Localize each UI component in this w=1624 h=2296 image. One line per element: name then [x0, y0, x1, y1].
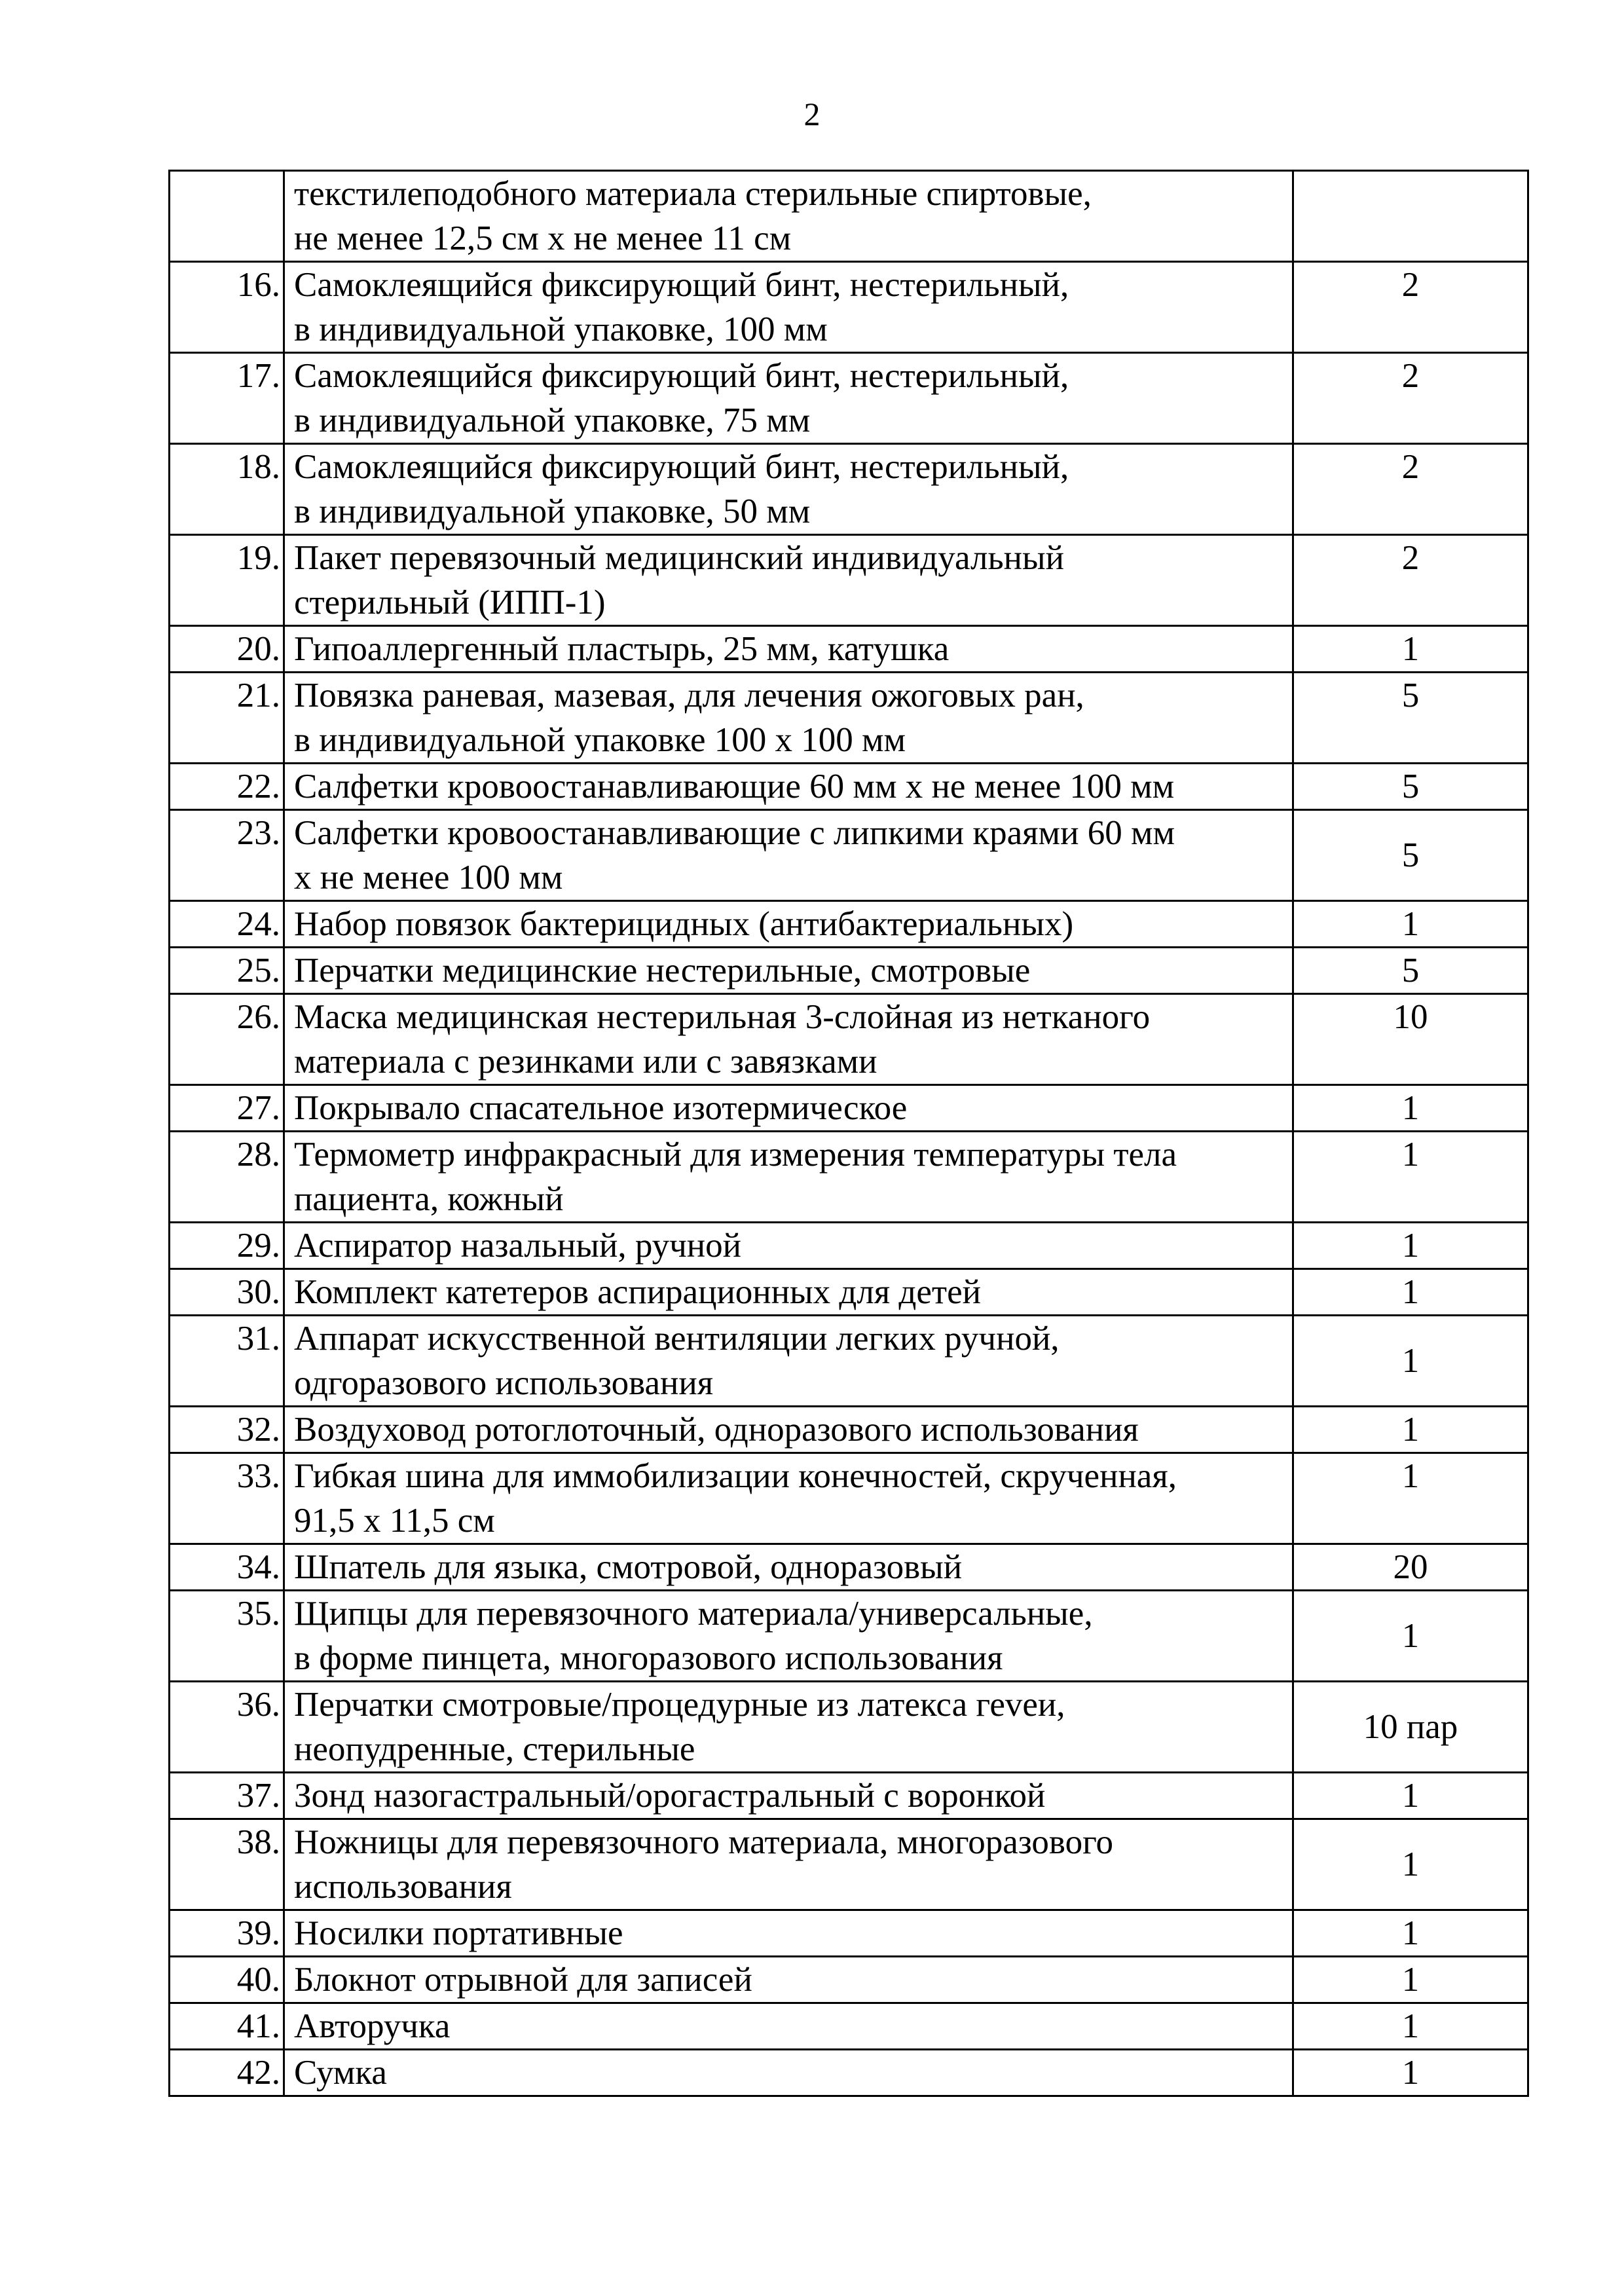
item-name	[284, 673, 1293, 764]
item-quantity: 1	[1293, 1223, 1528, 1269]
row-number: 22.	[170, 764, 284, 810]
item-name	[284, 626, 1293, 673]
item-quantity: 5	[1293, 810, 1528, 901]
item-name-line: не менее 12,5 см х не менее 11 см	[294, 219, 792, 257]
item-name	[284, 535, 1293, 626]
item-name-line: Зонд назогастральный/орогастральный с воронкой	[294, 1777, 1046, 1815]
row-number: 39.	[170, 1910, 284, 1957]
item-quantity: 1	[1293, 1132, 1528, 1223]
row-number: 21.	[170, 673, 284, 764]
item-name	[284, 1085, 1293, 1132]
item-name-line: в форме пинцета, многоразового использования	[294, 1639, 1003, 1677]
items-table-body	[170, 171, 1528, 2096]
item-name	[284, 1453, 1293, 1544]
row-number: 18.	[170, 444, 284, 535]
item-name-line: использования	[294, 1868, 512, 1906]
item-name-line: Аспиратор назальный, ручной	[294, 1227, 742, 1265]
item-name-line: пациента, кожный	[294, 1180, 564, 1218]
item-name	[284, 1957, 1293, 2003]
item-name-line: Маска медицинская нестерильная 3-слойная из нетканого	[294, 998, 1151, 1036]
item-name	[284, 810, 1293, 901]
item-name	[284, 1544, 1293, 1591]
item-name-line: Салфетки кровоостанавливающие с липкими краями 60 мм	[294, 814, 1175, 852]
item-name-line: Шпатель для языка, смотровой, одноразовый	[294, 1548, 963, 1586]
item-name-line: Повязка раневая, мазевая, для лечения ожоговых ран,	[294, 676, 1084, 714]
item-name	[284, 1269, 1293, 1316]
table-row	[170, 1316, 1528, 1407]
item-name-line: Набор повязок бактерицидных (антибактериальных)	[294, 905, 1074, 943]
item-name-line: Комплект катетеров аспирационных для детей	[294, 1273, 981, 1311]
item-name	[284, 2003, 1293, 2050]
table-row	[170, 1223, 1528, 1269]
item-name-line: Термометр инфракрасный для измерения температуры тела	[294, 1136, 1177, 1174]
item-name-line: Носилки портативные	[294, 1914, 623, 1952]
table-row	[170, 1407, 1528, 1453]
item-quantity: 1	[1293, 1407, 1528, 1453]
item-quantity: 1	[1293, 1957, 1528, 2003]
row-number: 23.	[170, 810, 284, 901]
item-quantity: 1	[1293, 901, 1528, 948]
item-name	[284, 1132, 1293, 1223]
item-name	[284, 764, 1293, 810]
table-row	[170, 1453, 1528, 1544]
table-row	[170, 353, 1528, 444]
row-number: 33.	[170, 1453, 284, 1544]
item-quantity: 2	[1293, 262, 1528, 353]
table-row	[170, 1910, 1528, 1957]
row-number: 42.	[170, 2050, 284, 2096]
row-number: 17.	[170, 353, 284, 444]
item-quantity	[1293, 171, 1528, 262]
item-name	[284, 1591, 1293, 1682]
row-number: 34.	[170, 1544, 284, 1591]
item-quantity: 1	[1293, 1085, 1528, 1132]
table-row	[170, 1682, 1528, 1773]
item-name-line: х не менее 100 мм	[294, 859, 563, 897]
row-number: 24.	[170, 901, 284, 948]
item-quantity: 1	[1293, 1591, 1528, 1682]
item-name-line: в индивидуальной упаковке, 100 мм	[294, 310, 828, 348]
item-name-line: Аппарат искусственной вентиляции легких ручной,	[294, 1320, 1060, 1358]
item-quantity: 1	[1293, 626, 1528, 673]
item-quantity: 1	[1293, 1269, 1528, 1316]
item-quantity: 10 пар	[1293, 1682, 1528, 1773]
item-name-line: Гипоаллергенный пластырь, 25 мм, катушка	[294, 630, 950, 668]
item-name-line: текстилеподобного материала стерильные спиртовые,	[294, 175, 1092, 213]
item-name	[284, 1910, 1293, 1957]
row-number: 38.	[170, 1819, 284, 1910]
row-number: 26.	[170, 994, 284, 1085]
item-name-line: Салфетки кровоостанавливающие 60 мм х не менее 100 мм	[294, 768, 1175, 805]
row-number: 41.	[170, 2003, 284, 2050]
item-name-line: 91,5 х 11,5 см	[294, 1502, 495, 1540]
row-number: 36.	[170, 1682, 284, 1773]
item-name-line: Щипцы для перевязочного материала/универсальные,	[294, 1595, 1093, 1633]
item-quantity: 1	[1293, 1910, 1528, 1957]
item-quantity: 2	[1293, 444, 1528, 535]
item-name-line: Пакет перевязочный медицинский индивидуальный	[294, 539, 1064, 577]
item-name-line: Покрывало спасательное изотермическое	[294, 1089, 908, 1127]
item-name-line: Перчатки смотровые/процедурные из латекса геvеи,	[294, 1686, 1065, 1724]
item-quantity: 20	[1293, 1544, 1528, 1591]
table-row	[170, 1269, 1528, 1316]
row-number: 35.	[170, 1591, 284, 1682]
table-row	[170, 1591, 1528, 1682]
table-row	[170, 535, 1528, 626]
row-number: 25.	[170, 948, 284, 994]
item-quantity: 2	[1293, 353, 1528, 444]
table-row	[170, 1957, 1528, 2003]
item-name-line: в индивидуальной упаковке, 50 мм	[294, 492, 811, 530]
row-number: 31.	[170, 1316, 284, 1407]
row-number: 20.	[170, 626, 284, 673]
item-name-line: Самоклеящийся фиксирующий бинт, нестерильный,	[294, 266, 1069, 304]
item-name	[284, 1682, 1293, 1773]
row-number: 40.	[170, 1957, 284, 2003]
row-number: 16.	[170, 262, 284, 353]
item-name-line: Перчатки медицинские нестерильные, смотровые	[294, 952, 1031, 990]
item-name	[284, 948, 1293, 994]
item-quantity: 1	[1293, 1773, 1528, 1819]
item-name-line: Гибкая шина для иммобилизации конечностей, скрученная,	[294, 1457, 1177, 1495]
item-name	[284, 1223, 1293, 1269]
table-row	[170, 171, 1528, 262]
item-name-line: Самоклеящийся фиксирующий бинт, нестерильный,	[294, 448, 1069, 486]
item-name-line: стерильный (ИПП-1)	[294, 583, 606, 621]
item-name	[284, 1773, 1293, 1819]
item-name-line: материала с резинками или с завязками	[294, 1043, 877, 1081]
row-number	[170, 171, 284, 262]
item-name-line: в индивидуальной упаковке 100 х 100 мм	[294, 721, 906, 759]
item-quantity: 1	[1293, 1819, 1528, 1910]
table-row	[170, 2050, 1528, 2096]
item-name	[284, 2050, 1293, 2096]
row-number: 30.	[170, 1269, 284, 1316]
item-quantity: 1	[1293, 2050, 1528, 2096]
item-quantity: 1	[1293, 1453, 1528, 1544]
item-name	[284, 171, 1293, 262]
row-number: 19.	[170, 535, 284, 626]
item-name-line: Авторучка	[294, 2007, 451, 2045]
item-name-line: Ножницы для перевязочного материала, многоразового	[294, 1823, 1114, 1861]
item-name	[284, 262, 1293, 353]
row-number: 37.	[170, 1773, 284, 1819]
item-name-line: одгоразового использования	[294, 1364, 714, 1402]
table-row	[170, 810, 1528, 901]
page-number: 2	[803, 96, 821, 132]
item-name-line: Воздуховод ротоглоточный, одноразового использования	[294, 1411, 1139, 1449]
item-name-line: неопудренные, стерильные	[294, 1730, 695, 1768]
row-number: 29.	[170, 1223, 284, 1269]
item-name	[284, 444, 1293, 535]
item-name-line: Сумка	[294, 2054, 387, 2092]
row-number: 27.	[170, 1085, 284, 1132]
table-row	[170, 948, 1528, 994]
item-quantity: 5	[1293, 948, 1528, 994]
item-name	[284, 901, 1293, 948]
table-row	[170, 2003, 1528, 2050]
item-name	[284, 1819, 1293, 1910]
item-quantity: 5	[1293, 764, 1528, 810]
item-quantity: 2	[1293, 535, 1528, 626]
item-name-line: Блокнот отрывной для записей	[294, 1961, 752, 1999]
items-table	[168, 170, 1529, 2097]
table-row	[170, 626, 1528, 673]
item-name	[284, 1316, 1293, 1407]
table-row	[170, 673, 1528, 764]
item-name	[284, 994, 1293, 1085]
table-row	[170, 1132, 1528, 1223]
table-row	[170, 444, 1528, 535]
table-row	[170, 764, 1528, 810]
table-row	[170, 1544, 1528, 1591]
table-row	[170, 262, 1528, 353]
row-number: 28.	[170, 1132, 284, 1223]
item-quantity: 1	[1293, 2003, 1528, 2050]
table-row	[170, 1773, 1528, 1819]
item-quantity: 5	[1293, 673, 1528, 764]
row-number: 32.	[170, 1407, 284, 1453]
table-row	[170, 901, 1528, 948]
table-row	[170, 1819, 1528, 1910]
table-row	[170, 1085, 1528, 1132]
item-quantity: 1	[1293, 1316, 1528, 1407]
item-quantity: 10	[1293, 994, 1528, 1085]
item-name-line: Самоклеящийся фиксирующий бинт, нестерильный,	[294, 357, 1069, 395]
item-name	[284, 1407, 1293, 1453]
item-name	[284, 353, 1293, 444]
table-row	[170, 994, 1528, 1085]
item-name-line: в индивидуальной упаковке, 75 мм	[294, 401, 811, 439]
